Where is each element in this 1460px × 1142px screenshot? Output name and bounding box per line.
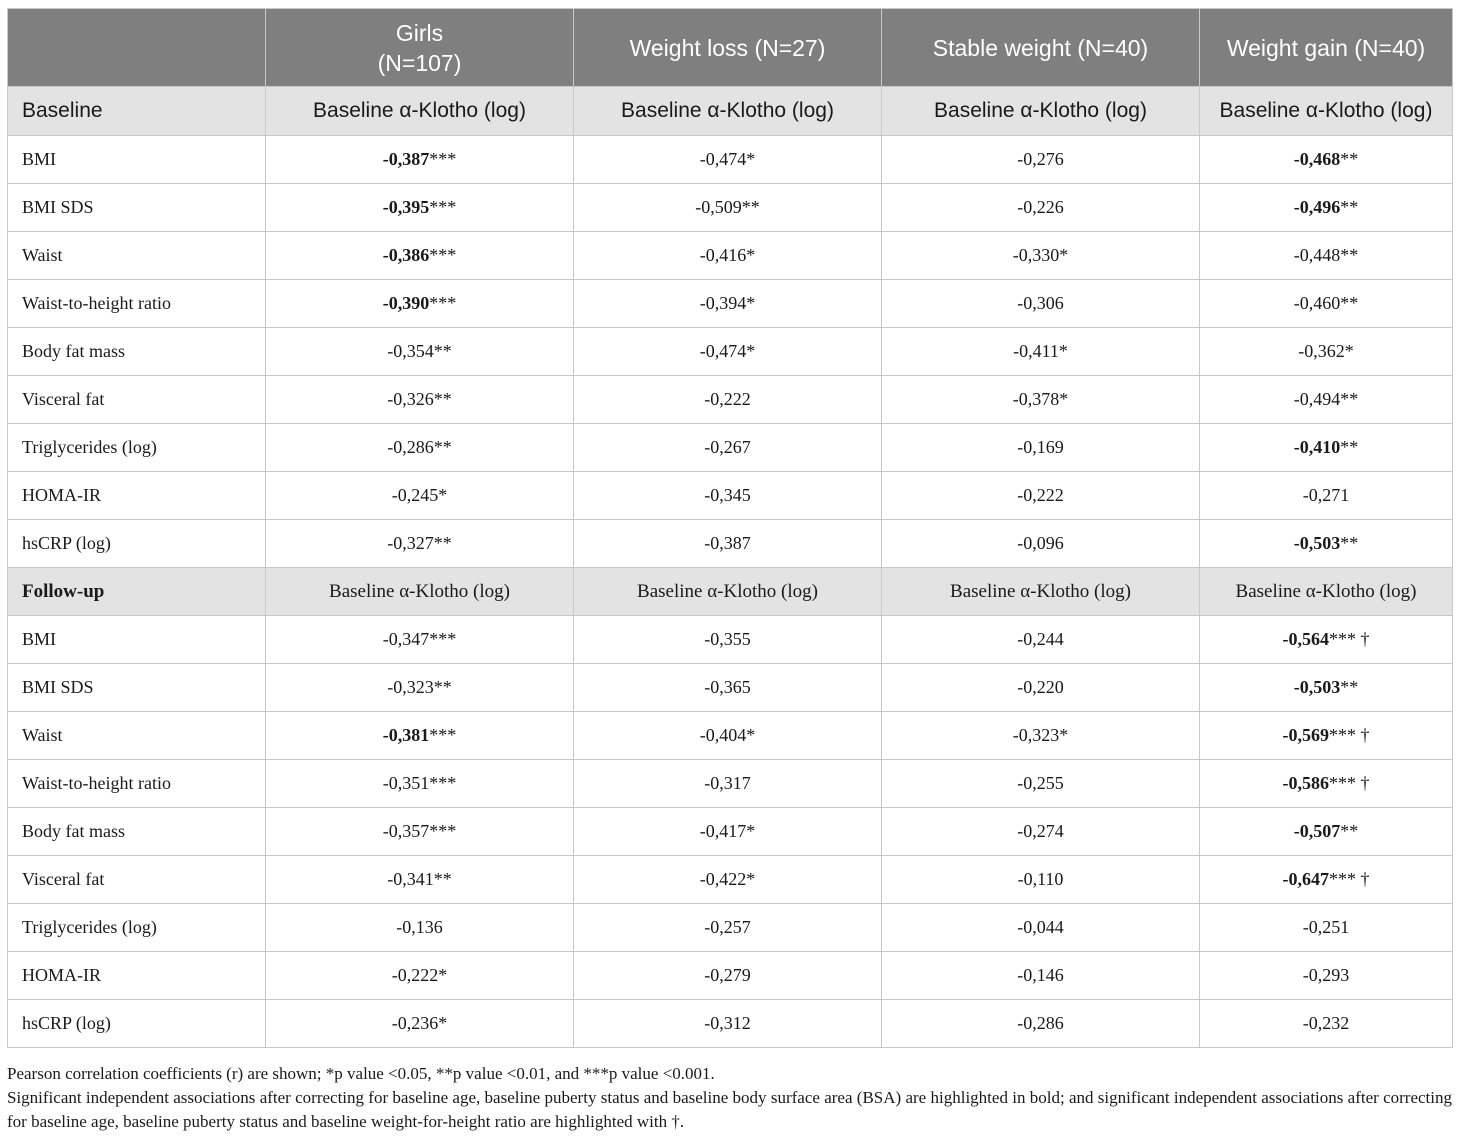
correlation-cell bbox=[574, 1000, 882, 1048]
coefficient-value: -0,312 bbox=[704, 1013, 751, 1033]
coefficient-value: -0,647 bbox=[1282, 869, 1329, 889]
table-row bbox=[8, 472, 1453, 520]
coefficient-value: -0,222 bbox=[1017, 485, 1064, 505]
coefficient-value: -0,509 bbox=[695, 197, 742, 217]
coefficient-value: -0,306 bbox=[1017, 293, 1064, 313]
correlation-cell bbox=[266, 952, 574, 1000]
coefficient-value: -0,394 bbox=[699, 293, 747, 313]
correlation-cell bbox=[1200, 952, 1453, 1000]
coefficient-value: -0,494 bbox=[1293, 389, 1341, 409]
coefficient-value: -0,564 bbox=[1282, 629, 1329, 649]
coefficient-value: -0,323 bbox=[1012, 725, 1060, 745]
correlation-cell bbox=[1200, 616, 1453, 664]
correlation-cell bbox=[574, 232, 882, 280]
correlation-cell bbox=[266, 136, 574, 184]
coefficient-value: -0,327 bbox=[387, 533, 434, 553]
coefficient-value: -0,236 bbox=[391, 1013, 439, 1033]
coefficient-value: -0,569 bbox=[1282, 725, 1329, 745]
significance-marker: *** bbox=[429, 293, 457, 313]
correlation-cell bbox=[1200, 184, 1453, 232]
correlation-cell bbox=[882, 184, 1200, 232]
significance-marker: ** bbox=[1340, 389, 1359, 409]
coefficient-value: -0,330 bbox=[1012, 245, 1060, 265]
correlation-cell bbox=[882, 760, 1200, 808]
significance-marker: * bbox=[746, 149, 756, 169]
coefficient-value: -0,220 bbox=[1017, 677, 1064, 697]
significance-marker: * bbox=[438, 965, 448, 985]
coefficient-value: -0,244 bbox=[1017, 629, 1064, 649]
column-header-1 bbox=[266, 9, 574, 87]
column-header-4: Weight gain (N=40) bbox=[1200, 9, 1453, 87]
coefficient-value: -0,411 bbox=[1013, 341, 1059, 361]
row-label: BMI bbox=[8, 136, 266, 184]
significance-marker: *** bbox=[429, 245, 457, 265]
significance-marker: ** bbox=[433, 341, 452, 361]
correlation-cell bbox=[1200, 1000, 1453, 1048]
row-label: HOMA-IR bbox=[8, 472, 266, 520]
coefficient-value: -0,274 bbox=[1017, 821, 1064, 841]
significance-marker: *** bbox=[429, 773, 457, 793]
coefficient-value: -0,387 bbox=[704, 533, 751, 553]
significance-marker: *** bbox=[429, 725, 457, 745]
column-header-3: Stable weight (N=40) bbox=[882, 9, 1200, 87]
coefficient-value: -0,468 bbox=[1293, 149, 1341, 169]
correlation-cell bbox=[574, 712, 882, 760]
significance-marker: * bbox=[1344, 341, 1354, 361]
section-subheader-cell: Baseline α-Klotho (log) bbox=[574, 87, 882, 136]
coefficient-value: -0,222 bbox=[391, 965, 439, 985]
coefficient-value: -0,410 bbox=[1293, 437, 1341, 457]
column-header-line: (N=107) bbox=[377, 49, 462, 76]
correlation-cell bbox=[574, 856, 882, 904]
correlation-cell bbox=[882, 616, 1200, 664]
correlation-cell bbox=[574, 952, 882, 1000]
correlation-cell bbox=[1200, 424, 1453, 472]
correlation-cell bbox=[1200, 760, 1453, 808]
table-row bbox=[8, 232, 1453, 280]
correlation-cell bbox=[574, 664, 882, 712]
section-subheader-cell: Baseline α-Klotho (log) bbox=[1200, 568, 1453, 616]
column-header-line: Girls bbox=[395, 19, 444, 46]
correlation-cell bbox=[882, 904, 1200, 952]
coefficient-value: -0,232 bbox=[1302, 1013, 1350, 1033]
coefficient-value: -0,354 bbox=[387, 341, 434, 361]
coefficient-value: -0,146 bbox=[1017, 965, 1064, 985]
section-subheader-cell: Baseline α-Klotho (log) bbox=[266, 87, 574, 136]
correlation-cell bbox=[574, 328, 882, 376]
table-row bbox=[8, 952, 1453, 1000]
significance-marker: * bbox=[1059, 389, 1069, 409]
coefficient-value: -0,276 bbox=[1017, 149, 1064, 169]
section-subheader-cell: Baseline α-Klotho (log) bbox=[266, 568, 574, 616]
coefficient-value: -0,317 bbox=[704, 773, 751, 793]
row-label: Body fat mass bbox=[8, 328, 266, 376]
correlation-cell bbox=[266, 616, 574, 664]
row-label: hsCRP (log) bbox=[8, 1000, 266, 1048]
significance-marker: ** bbox=[433, 389, 452, 409]
correlation-cell bbox=[574, 904, 882, 952]
correlation-cell bbox=[266, 424, 574, 472]
coefficient-value: -0,286 bbox=[1017, 1013, 1064, 1033]
significance-marker: ** bbox=[1340, 245, 1359, 265]
table-row bbox=[8, 1000, 1453, 1048]
column-header-0 bbox=[8, 9, 266, 87]
coefficient-value: -0,323 bbox=[387, 677, 434, 697]
row-label: BMI SDS bbox=[8, 664, 266, 712]
significance-marker: ** bbox=[1340, 821, 1359, 841]
correlation-cell bbox=[574, 808, 882, 856]
coefficient-value: -0,347 bbox=[382, 629, 430, 649]
correlation-cell bbox=[882, 472, 1200, 520]
table-row bbox=[8, 376, 1453, 424]
significance-marker: * bbox=[438, 485, 448, 505]
correlation-cell bbox=[1200, 136, 1453, 184]
coefficient-value: -0,257 bbox=[704, 917, 751, 937]
correlation-cell bbox=[266, 232, 574, 280]
coefficient-value: -0,293 bbox=[1302, 965, 1350, 985]
table-body bbox=[8, 9, 1453, 1048]
coefficient-value: -0,222 bbox=[704, 389, 751, 409]
correlation-cell bbox=[882, 664, 1200, 712]
significance-marker: ** bbox=[433, 869, 452, 889]
section-subheader-cell: Baseline α-Klotho (log) bbox=[574, 568, 882, 616]
coefficient-value: -0,404 bbox=[699, 725, 747, 745]
coefficient-value: -0,474 bbox=[699, 149, 747, 169]
coefficient-value: -0,362 bbox=[1298, 341, 1345, 361]
footnote-significance: Pearson correlation coefficients (r) are shown; *p value <0.05, **p value <0.01, and ***p value <0.001. bbox=[7, 1064, 715, 1083]
coefficient-value: -0,136 bbox=[396, 917, 443, 937]
correlation-cell bbox=[882, 328, 1200, 376]
coefficient-value: -0,390 bbox=[382, 293, 430, 313]
correlation-cell bbox=[266, 808, 574, 856]
correlation-cell bbox=[266, 1000, 574, 1048]
table-row bbox=[8, 856, 1453, 904]
row-label: hsCRP (log) bbox=[8, 520, 266, 568]
coefficient-value: -0,251 bbox=[1302, 917, 1350, 937]
significance-marker: *** † bbox=[1329, 869, 1370, 889]
significance-marker: ** bbox=[433, 437, 452, 457]
correlation-cell bbox=[266, 328, 574, 376]
significance-marker: * bbox=[1059, 725, 1069, 745]
significance-marker: ** bbox=[1340, 293, 1359, 313]
row-label: Triglycerides (log) bbox=[8, 424, 266, 472]
table-row bbox=[8, 280, 1453, 328]
significance-marker: * bbox=[746, 821, 756, 841]
coefficient-value: -0,586 bbox=[1282, 773, 1329, 793]
column-header-2: Weight loss (N=27) bbox=[574, 9, 882, 87]
coefficient-value: -0,496 bbox=[1293, 197, 1341, 217]
coefficient-value: -0,395 bbox=[382, 197, 430, 217]
table-row bbox=[8, 520, 1453, 568]
significance-marker: *** bbox=[429, 629, 457, 649]
coefficient-value: -0,326 bbox=[387, 389, 434, 409]
table-row bbox=[8, 328, 1453, 376]
coefficient-value: -0,503 bbox=[1293, 533, 1341, 553]
correlation-cell bbox=[1200, 472, 1453, 520]
section-label: Follow-up bbox=[8, 568, 266, 616]
significance-marker: * bbox=[746, 245, 756, 265]
table-row bbox=[8, 712, 1453, 760]
row-label: Visceral fat bbox=[8, 376, 266, 424]
significance-marker: *** † bbox=[1329, 725, 1370, 745]
significance-marker: * bbox=[438, 1013, 448, 1033]
significance-marker: ** bbox=[1340, 677, 1359, 697]
correlation-cell bbox=[882, 856, 1200, 904]
row-label: Waist-to-height ratio bbox=[8, 760, 266, 808]
coefficient-value: -0,381 bbox=[382, 725, 430, 745]
correlation-cell bbox=[574, 184, 882, 232]
significance-marker: ** bbox=[1340, 149, 1359, 169]
correlation-cell bbox=[882, 376, 1200, 424]
coefficient-value: -0,357 bbox=[382, 821, 430, 841]
correlation-cell bbox=[882, 280, 1200, 328]
coefficient-value: -0,460 bbox=[1293, 293, 1341, 313]
significance-marker: * bbox=[746, 725, 756, 745]
section-subheader-cell: Baseline α-Klotho (log) bbox=[882, 568, 1200, 616]
correlation-cell bbox=[574, 520, 882, 568]
coefficient-value: -0,474 bbox=[699, 341, 747, 361]
correlation-cell bbox=[1200, 712, 1453, 760]
correlation-cell bbox=[1200, 856, 1453, 904]
correlation-cell bbox=[266, 712, 574, 760]
correlation-cell bbox=[574, 616, 882, 664]
table-row bbox=[8, 664, 1453, 712]
coefficient-value: -0,387 bbox=[382, 149, 430, 169]
significance-marker: * bbox=[746, 293, 756, 313]
correlation-cell bbox=[882, 952, 1200, 1000]
correlation-cell bbox=[574, 280, 882, 328]
coefficient-value: -0,365 bbox=[704, 677, 751, 697]
section-header-row bbox=[8, 568, 1453, 616]
correlation-cell bbox=[574, 376, 882, 424]
correlation-table bbox=[7, 8, 1453, 1048]
correlation-cell bbox=[1200, 232, 1453, 280]
coefficient-value: -0,245 bbox=[391, 485, 439, 505]
table-row bbox=[8, 616, 1453, 664]
coefficient-value: -0,267 bbox=[704, 437, 751, 457]
coefficient-value: -0,351 bbox=[382, 773, 430, 793]
significance-marker: * bbox=[1058, 341, 1068, 361]
row-label: Waist bbox=[8, 232, 266, 280]
coefficient-value: -0,110 bbox=[1017, 869, 1064, 889]
table-row bbox=[8, 904, 1453, 952]
significance-marker: *** bbox=[429, 149, 457, 169]
significance-marker: *** † bbox=[1329, 629, 1370, 649]
significance-marker: * bbox=[1059, 245, 1069, 265]
coefficient-value: -0,286 bbox=[387, 437, 434, 457]
coefficient-value: -0,169 bbox=[1017, 437, 1064, 457]
results-table-container bbox=[7, 8, 1452, 1048]
coefficient-value: -0,255 bbox=[1017, 773, 1064, 793]
correlation-cell bbox=[266, 664, 574, 712]
row-label: HOMA-IR bbox=[8, 952, 266, 1000]
correlation-cell bbox=[266, 280, 574, 328]
coefficient-value: -0,226 bbox=[1017, 197, 1064, 217]
correlation-cell bbox=[574, 136, 882, 184]
table-row bbox=[8, 808, 1453, 856]
correlation-cell bbox=[882, 136, 1200, 184]
significance-marker: ** bbox=[433, 677, 452, 697]
row-label: Waist-to-height ratio bbox=[8, 280, 266, 328]
correlation-cell bbox=[266, 520, 574, 568]
significance-marker: *** † bbox=[1329, 773, 1370, 793]
correlation-cell bbox=[1200, 664, 1453, 712]
row-label: Triglycerides (log) bbox=[8, 904, 266, 952]
correlation-cell bbox=[266, 760, 574, 808]
correlation-cell bbox=[882, 712, 1200, 760]
coefficient-value: -0,448 bbox=[1293, 245, 1341, 265]
coefficient-value: -0,271 bbox=[1302, 485, 1350, 505]
coefficient-value: -0,417 bbox=[699, 821, 747, 841]
correlation-cell bbox=[574, 760, 882, 808]
correlation-cell bbox=[882, 1000, 1200, 1048]
correlation-cell bbox=[266, 184, 574, 232]
correlation-cell bbox=[882, 232, 1200, 280]
coefficient-value: -0,345 bbox=[704, 485, 751, 505]
correlation-cell bbox=[266, 376, 574, 424]
correlation-cell bbox=[574, 472, 882, 520]
section-subheader-cell: Baseline α-Klotho (log) bbox=[1200, 87, 1453, 136]
row-label: BMI bbox=[8, 616, 266, 664]
coefficient-value: -0,279 bbox=[704, 965, 751, 985]
correlation-cell bbox=[1200, 520, 1453, 568]
table-row bbox=[8, 424, 1453, 472]
correlation-cell bbox=[1200, 328, 1453, 376]
coefficient-value: -0,355 bbox=[704, 629, 751, 649]
coefficient-value: -0,507 bbox=[1293, 821, 1341, 841]
coefficient-value: -0,503 bbox=[1293, 677, 1341, 697]
coefficient-value: -0,044 bbox=[1017, 917, 1064, 937]
significance-marker: * bbox=[746, 341, 756, 361]
significance-marker: ** bbox=[1340, 533, 1359, 553]
row-label: Visceral fat bbox=[8, 856, 266, 904]
coefficient-value: -0,096 bbox=[1017, 533, 1064, 553]
significance-marker: *** bbox=[429, 821, 457, 841]
row-label: BMI SDS bbox=[8, 184, 266, 232]
correlation-cell bbox=[1200, 376, 1453, 424]
table-footnotes bbox=[7, 1062, 1452, 1134]
coefficient-value: -0,341 bbox=[387, 869, 434, 889]
correlation-cell bbox=[882, 520, 1200, 568]
footnote-highlighting: Significant independent associations after correcting for baseline age, baseline puberty status and baseline body surface area (BSA) are highlighted in bold; and significant independent associations after correcting for baseline age, baseline puberty status and baseline weight-for-height ratio are highlighted with †. bbox=[7, 1088, 1452, 1131]
correlation-cell bbox=[1200, 808, 1453, 856]
coefficient-value: -0,422 bbox=[699, 869, 747, 889]
significance-marker: ** bbox=[741, 197, 760, 217]
row-label: Body fat mass bbox=[8, 808, 266, 856]
header-row bbox=[8, 9, 1453, 87]
correlation-cell bbox=[882, 424, 1200, 472]
significance-marker: ** bbox=[1340, 197, 1359, 217]
correlation-cell bbox=[574, 424, 882, 472]
table-row bbox=[8, 760, 1453, 808]
correlation-cell bbox=[1200, 904, 1453, 952]
correlation-cell bbox=[266, 472, 574, 520]
section-label: Baseline bbox=[8, 87, 266, 136]
significance-marker: *** bbox=[429, 197, 457, 217]
table-row bbox=[8, 136, 1453, 184]
section-header-row bbox=[8, 87, 1453, 136]
significance-marker: * bbox=[746, 869, 756, 889]
table-row bbox=[8, 184, 1453, 232]
row-label: Waist bbox=[8, 712, 266, 760]
correlation-cell bbox=[266, 904, 574, 952]
correlation-cell bbox=[882, 808, 1200, 856]
correlation-cell bbox=[1200, 280, 1453, 328]
coefficient-value: -0,386 bbox=[382, 245, 430, 265]
significance-marker: ** bbox=[433, 533, 452, 553]
section-subheader-cell: Baseline α-Klotho (log) bbox=[882, 87, 1200, 136]
coefficient-value: -0,416 bbox=[699, 245, 747, 265]
significance-marker: ** bbox=[1340, 437, 1359, 457]
coefficient-value: -0,378 bbox=[1012, 389, 1060, 409]
correlation-cell bbox=[266, 856, 574, 904]
